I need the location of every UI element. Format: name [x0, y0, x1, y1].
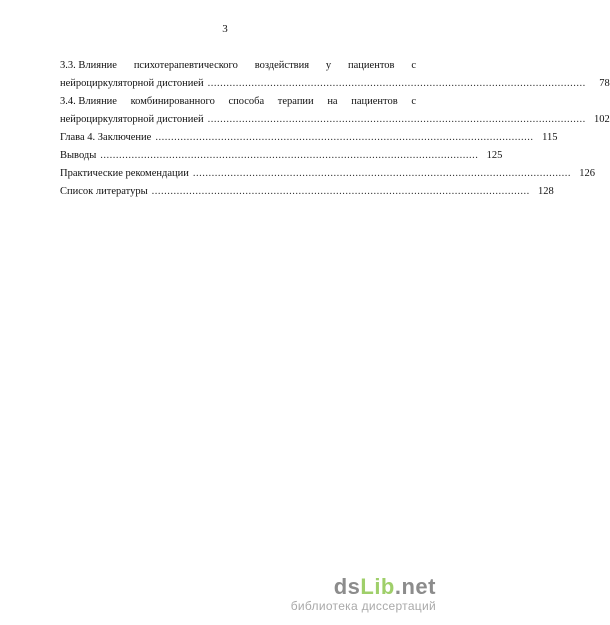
logo-net: .net [394, 574, 436, 599]
toc-word: 3.4. Влияние [60, 96, 117, 107]
dot-leader: ......................................................................................................................... [207, 114, 586, 125]
dslib-watermark [291, 575, 436, 613]
toc-entry-label: нейроциркуляторной дистонией [60, 78, 204, 89]
dslib-logo [291, 575, 436, 599]
toc-entry-references [60, 183, 554, 201]
toc-page-number: 115 [542, 132, 558, 143]
toc-page-number: 128 [538, 186, 554, 197]
toc-word: с [411, 96, 416, 107]
toc-entry-3-4-line1 [60, 93, 416, 111]
toc-word: способа [228, 96, 265, 107]
toc-page-number: 126 [579, 168, 595, 179]
toc-entry-label: Выводы [60, 150, 97, 161]
table-of-contents [60, 57, 610, 201]
toc-word: психотерапевтического [133, 60, 238, 71]
dot-leader: ......................................................................................................................... [207, 78, 586, 89]
toc-entry-label: Практические рекомендации [60, 168, 189, 179]
page-number: 3 [222, 23, 228, 35]
toc-entry-label: нейроциркуляторной дистонией [60, 114, 204, 125]
logo-ds: ds [333, 574, 361, 599]
toc-word: терапии [277, 96, 314, 107]
toc-word: с [411, 60, 416, 71]
toc-word: у [325, 60, 332, 71]
toc-word: 3.3. Влияние [60, 60, 117, 71]
logo-lib: Lib [360, 574, 395, 599]
dot-leader: ......................................................................................................................... [151, 186, 530, 197]
toc-entry-label: Список литературы [60, 186, 148, 197]
dot-leader: ......................................................................................................................... [192, 168, 571, 179]
toc-entry-3-4-line2 [60, 111, 610, 129]
toc-entry-conclusions [60, 147, 503, 165]
toc-word: на [327, 96, 338, 107]
toc-word: комбинированного [130, 96, 215, 107]
toc-word: пациентов [348, 60, 395, 71]
toc-entry-chapter-4 [60, 129, 558, 147]
toc-page-number: 78 [599, 78, 610, 89]
toc-word: пациентов [351, 96, 398, 107]
toc-entry-recommendations [60, 165, 595, 183]
toc-entry-3-3-line2 [60, 75, 610, 93]
toc-page-number: 102 [593, 114, 610, 125]
toc-entry-3-3-line1 [60, 57, 416, 75]
toc-word: воздействия [254, 60, 310, 71]
watermark-caption: библиотека диссертаций [290, 599, 436, 613]
dot-leader: ......................................................................................................................... [155, 132, 534, 143]
toc-entry-label: Глава 4. Заключение [60, 132, 152, 143]
toc-page-number: 125 [486, 150, 503, 161]
dot-leader: ......................................................................................................................... [100, 150, 479, 161]
